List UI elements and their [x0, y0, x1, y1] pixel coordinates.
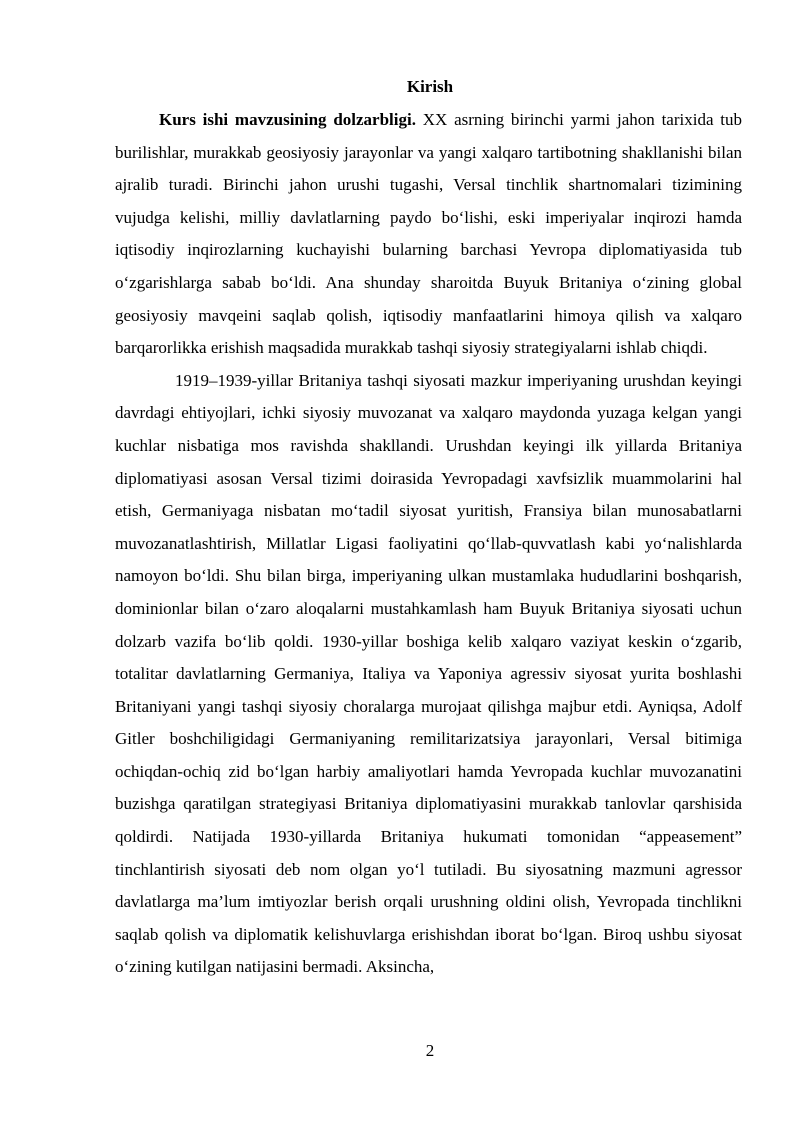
paragraph-text: XX asrning birinchi yarmi jahon tarixida tub burilishlar, murakkab geosiyosiy jarayonlar va yangi xalqaro tartibotning shakllanishi bilan ajralib turadi. Birinchi jahon urushi tugashi, Versal tinchlik shartnomalari tizimining vujudga kelishi, milliy davlatlarning paydo bo‘lishi, eski imperiyalar inqirozi hamda iqtisodiy inqirozlarning kuchayishi bularning barchasi Yevropa diplomatiyasida tub o‘zgarishlarga sabab bo‘ldi. Ana shunday sharoitda Buyuk Britaniya o‘zining global geosiyosiy mavqeini saqlab qolish, iqtisodiy manfaatlarini himoya qilish va xalqaro barqarorlikka erishish maqsadida murakkab tashqi siyosiy strategiyalarni ishlab chiqdi.: [115, 110, 742, 358]
page-number: 2: [425, 1041, 435, 1060]
paragraph-lead: Kurs ishi mavzusining dolzarbligi.: [159, 110, 416, 129]
body-text: [115, 104, 742, 984]
section-heading: Kirish: [406, 77, 454, 96]
paragraph-text: 1919–1939-yillar Britaniya tashqi siyosati mazkur imperiyaning urushdan keyingi davrdagi ehtiyojlari, ichki siyosiy muvozanat va xalqaro maydonda yuzaga kelgan yangi kuchlar nisbatiga mos ravishda shakllandi. Urushdan keyingi ilk yillarda Britaniya diplomatiyasi asosan Versal tizimi doirasida Yevropadagi xavfsizlik muammolarini hal etish, Germaniyaga nisbatan mo‘tadil siyosat yuritish, Fransiya bilan munosabatlarni muvozanatlashtirish, Millatlar Ligasi faoliyatini qo‘llab-quvvatlash kabi yo‘nalishlarda namoyon bo‘ldi. Shu bilan birga, imperiyaning ulkan mustamlaka hududlarini boshqarish, dominionlar bilan o‘zaro aloqalarni mustahkamlash ham Buyuk Britaniya siyosati uchun dolzarb vazifa bo‘lib qoldi. 1930-yillar boshiga kelib xalqaro vaziyat keskin o‘zgarib, totalitar davlatlarning Germaniya, Italiya va Yaponiya agressiv siyosat yurita boshlashi Britaniyani yangi tashqi siyosiy choralarga murojaat qilishga majbur etdi. Ayniqsa, Adolf Gitler boshchiligidagi Germaniyaning remilitarizatsiya jarayonlari, Versal bitimiga ochiqdan-ochiq zid bo‘lgan harbiy amaliyotlari hamda Yevropada kuchlar muvozanatini buzishga qaratilgan strategiyasi Britaniya diplomatiyasini murakkab tanlovlar qarshisida qoldirdi. Natijada 1930-yillarda Britaniya hukumati tomonidan “appeasement” tinchlantirish siyosati deb nom olgan yo‘l tutiladi. Bu siyosatning mazmuni agressor davlatlarga ma’lum imtiyozlar berish orqali urushning oldini olish, Yevropada tinchlikni saqlab qolish va diplomatik kelishuvlarga erishishdan iborat bo‘lgan. Biroq ushbu siyosat o‘zining kutilgan natijasini bermadi. Aksincha,: [115, 370, 742, 977]
paragraph-foreign-policy: [115, 365, 742, 984]
paragraph-relevance: [115, 104, 742, 365]
